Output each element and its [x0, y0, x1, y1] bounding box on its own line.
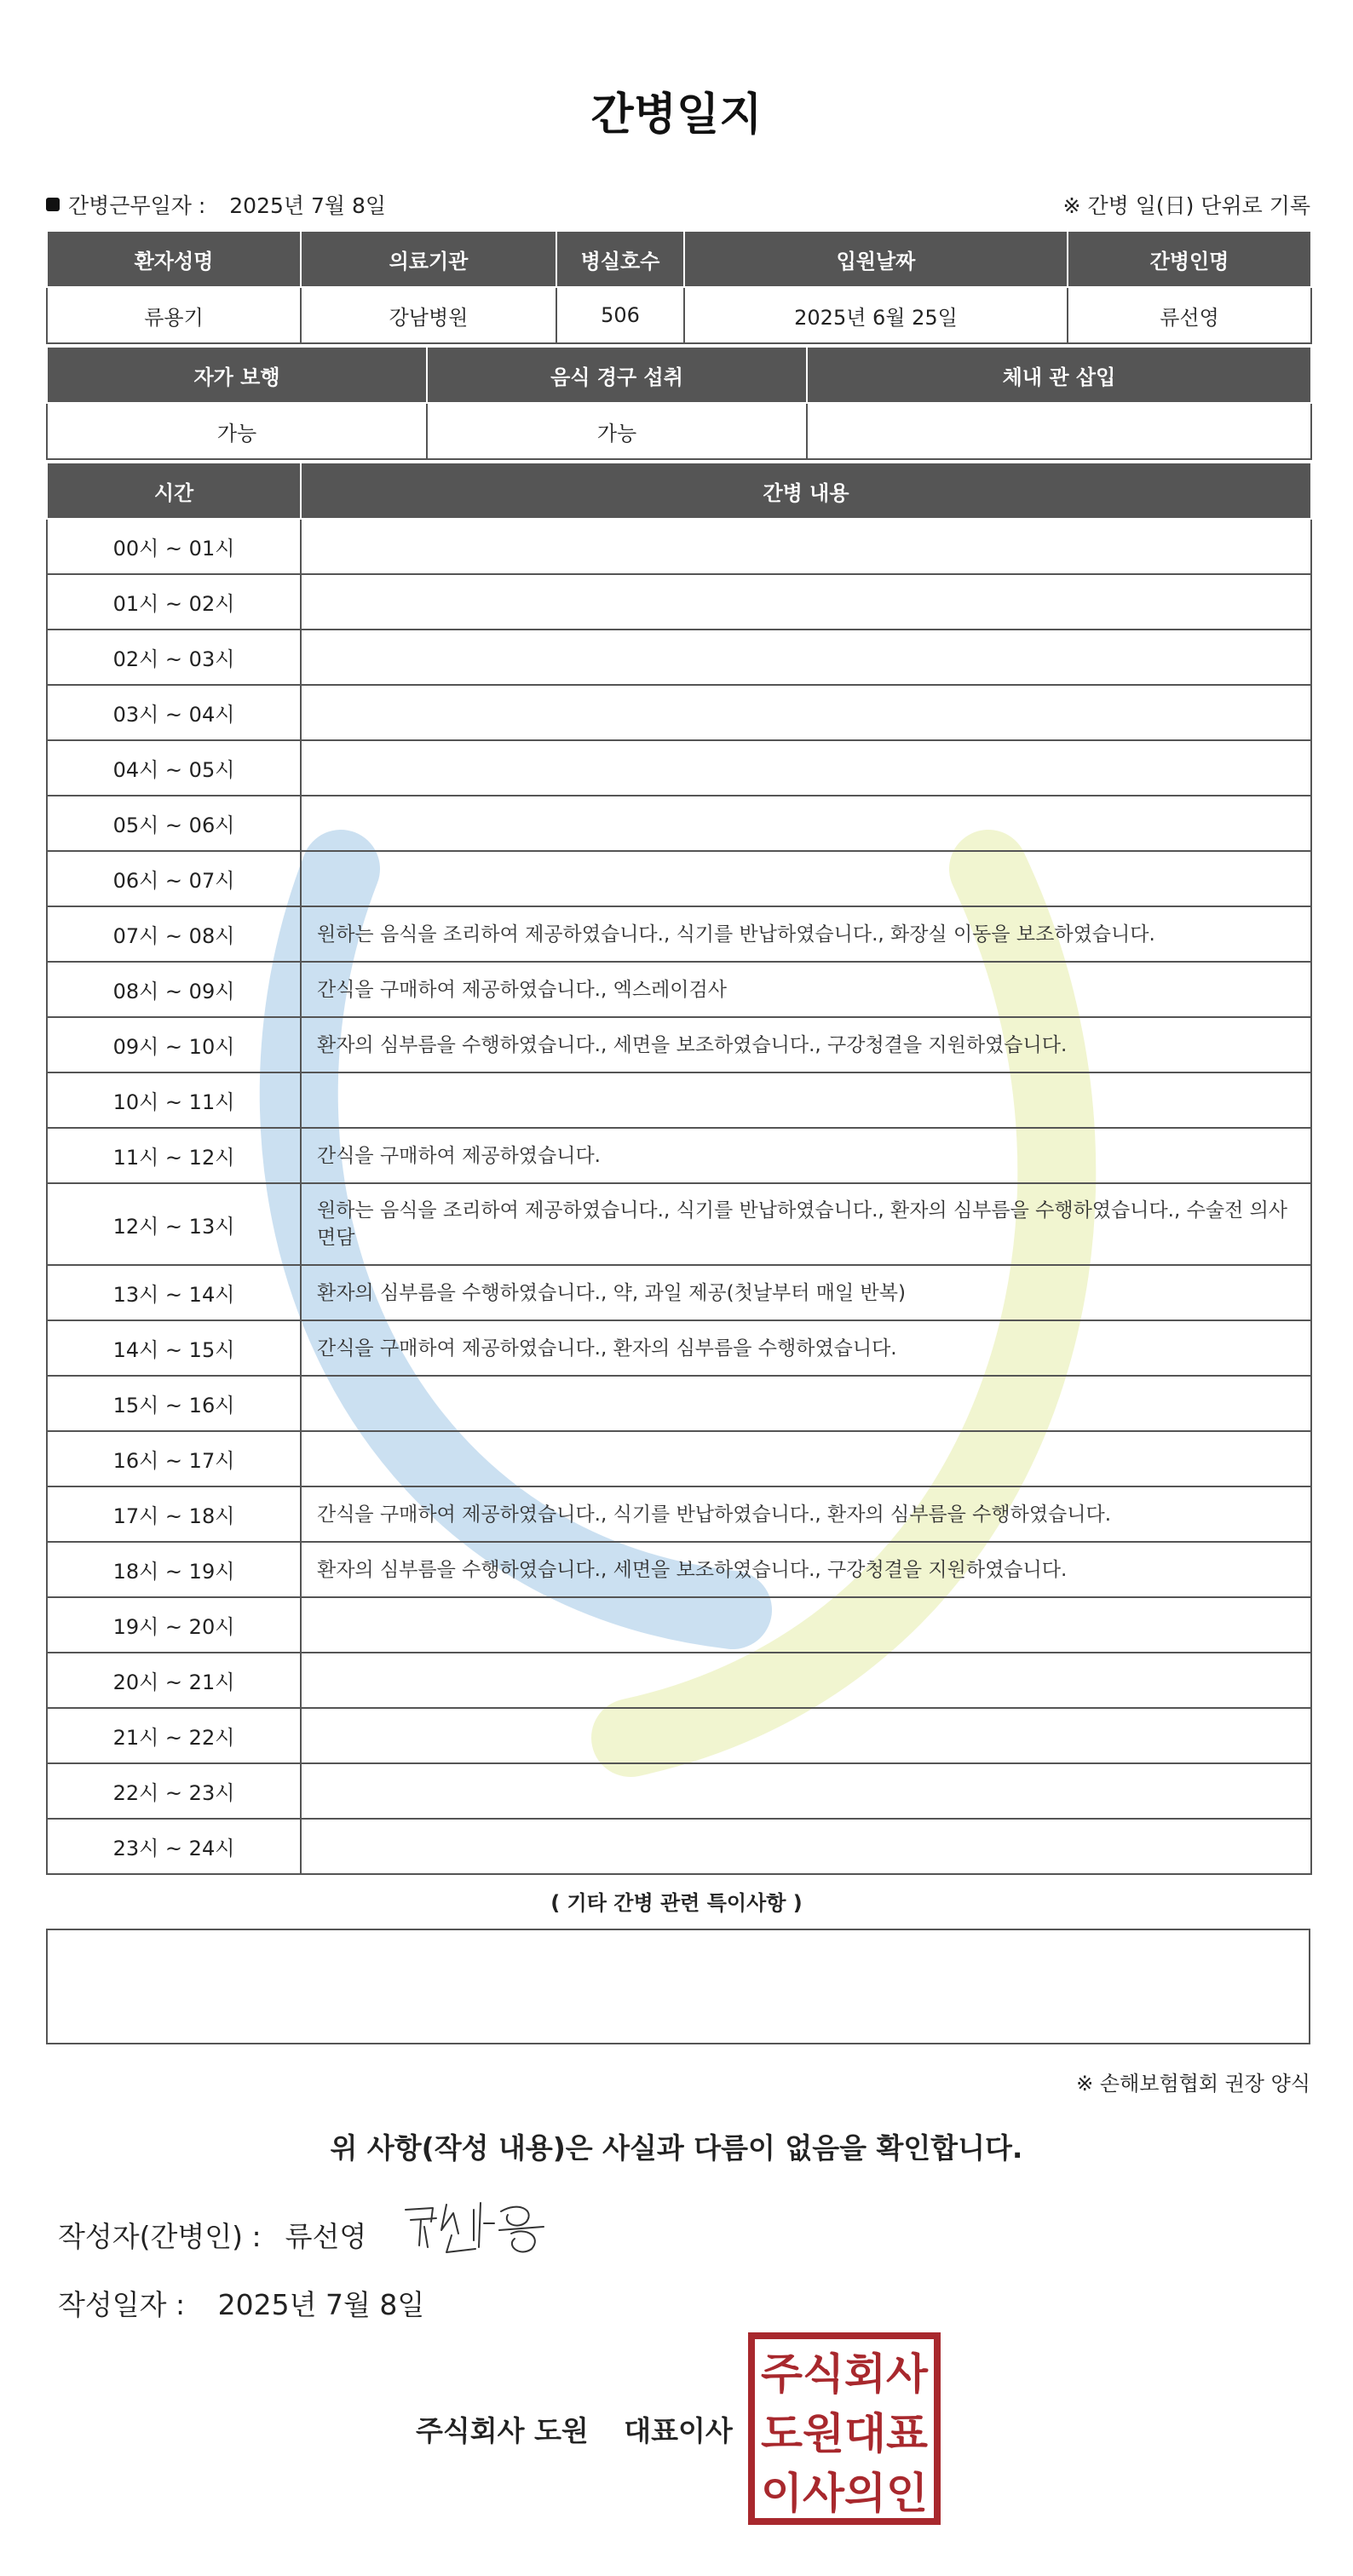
room-number-cell: 506 — [556, 287, 684, 343]
time-cell: 03시 ~ 04시 — [47, 685, 301, 740]
content-cell — [301, 851, 1311, 906]
company-name: 주식회사 도원 — [416, 2414, 589, 2447]
content-cell: 간식을 구매하여 제공하였습니다., 식기를 반납하였습니다., 환자의 심부름을 수행하였습니다. — [301, 1486, 1311, 1542]
table-row — [47, 630, 1311, 685]
time-cell: 22시 ~ 23시 — [47, 1763, 301, 1819]
written-date-line — [58, 2283, 424, 2323]
table-row — [47, 1431, 1311, 1486]
notes-title: ( 기타 간병 관련 특이사항 ) — [550, 1891, 803, 1915]
table-row — [47, 962, 1311, 1017]
time-cell: 06시 ~ 07시 — [47, 851, 301, 906]
time-cell: 00시 ~ 01시 — [47, 519, 301, 574]
header-time: 시간 — [47, 463, 301, 519]
recommended-form-note: ※ 손해보험협회 권장 양식 — [1076, 2072, 1310, 2096]
content-cell: 간식을 구매하여 제공하였습니다., 엑스레이검사 — [301, 962, 1311, 1017]
time-cell: 05시 ~ 06시 — [47, 796, 301, 851]
admission-date-cell: 2025년 6월 25일 — [684, 287, 1068, 343]
bullet-square-icon — [46, 198, 60, 211]
content-cell: 원하는 음식을 조리하여 제공하였습니다., 식기를 반납하였습니다., 환자의 심부름을 수행하였습니다., 수술전 의사면담 — [301, 1183, 1311, 1265]
oral-intake-cell: 가능 — [427, 403, 807, 459]
work-date-label: 간병근무일자 : — [68, 193, 206, 218]
content-cell — [301, 519, 1311, 574]
content-cell — [301, 685, 1311, 740]
care-log-table — [46, 462, 1312, 1875]
table-row — [47, 574, 1311, 630]
self-walking-cell: 가능 — [47, 403, 427, 459]
writer-name: 류선영 — [285, 2220, 367, 2253]
company-seal-stamp — [748, 2332, 941, 2525]
handwritten-signature — [399, 2193, 552, 2261]
company-signature-line — [416, 2409, 733, 2449]
table-row — [47, 1376, 1311, 1431]
time-cell: 16시 ~ 17시 — [47, 1431, 301, 1486]
patient-status-table — [46, 346, 1312, 460]
content-cell — [301, 1653, 1311, 1708]
table-row — [47, 1128, 1311, 1183]
header-tube-insertion: 체내 관 삽입 — [807, 347, 1311, 403]
time-cell: 01시 ~ 02시 — [47, 574, 301, 630]
table-row — [47, 851, 1311, 906]
content-cell — [301, 1708, 1311, 1763]
writer-label: 작성자(간병인) : — [58, 2220, 262, 2253]
table-row — [47, 519, 1311, 574]
header-hospital: 의료기관 — [301, 231, 556, 287]
time-cell: 13시 ~ 14시 — [47, 1265, 301, 1320]
content-cell — [301, 1597, 1311, 1653]
confirmation-statement: 위 사항(작성 내용)은 사실과 다름이 없음을 확인합니다. — [330, 2131, 1023, 2165]
seal-line-2: 도원대표 — [761, 2409, 929, 2458]
time-cell: 10시 ~ 11시 — [47, 1072, 301, 1128]
patient-name-cell: 류용기 — [47, 287, 301, 343]
seal-line-3: 이사의인 — [761, 2469, 928, 2518]
document-title: 간병일지 — [590, 89, 763, 141]
header-patient-name: 환자성명 — [47, 231, 301, 287]
table-row — [47, 1653, 1311, 1708]
work-date-value: 2025년 7월 8일 — [229, 193, 387, 218]
header-care-content: 간병 내용 — [301, 463, 1311, 519]
header-self-walking: 자가 보행 — [47, 347, 427, 403]
written-date-label: 작성일자 : — [58, 2288, 186, 2321]
table-row — [47, 1017, 1311, 1072]
header-caregiver-name: 간병인명 — [1068, 231, 1311, 287]
header-room-number: 병실호수 — [556, 231, 684, 287]
time-cell: 17시 ~ 18시 — [47, 1486, 301, 1542]
content-cell — [301, 1763, 1311, 1819]
header-admission-date: 입원날짜 — [684, 231, 1068, 287]
table-row — [47, 1819, 1311, 1874]
work-date-row — [46, 189, 1310, 216]
time-cell: 15시 ~ 16시 — [47, 1376, 301, 1431]
content-cell — [301, 1431, 1311, 1486]
time-cell: 12시 ~ 13시 — [47, 1183, 301, 1265]
table-row — [47, 1265, 1311, 1320]
daily-record-note: ※ 간병 일(日) 단위로 기록 — [1062, 193, 1310, 218]
written-date-value: 2025년 7월 8일 — [217, 2288, 425, 2321]
time-cell: 08시 ~ 09시 — [47, 962, 301, 1017]
time-cell: 07시 ~ 08시 — [47, 906, 301, 962]
tube-insertion-cell — [807, 403, 1311, 459]
content-cell: 원하는 음식을 조리하여 제공하였습니다., 식기를 반납하였습니다., 화장실 이동을 보조하였습니다. — [301, 906, 1311, 962]
table-row — [47, 685, 1311, 740]
caregiver-name-cell: 류선영 — [1068, 287, 1311, 343]
table-row — [47, 1542, 1311, 1597]
table-row — [47, 906, 1311, 962]
header-oral-intake: 음식 경구 섭취 — [427, 347, 807, 403]
representative-title: 대표이사 — [624, 2414, 733, 2447]
time-cell: 04시 ~ 05시 — [47, 740, 301, 796]
table-row — [47, 1320, 1311, 1376]
content-cell — [301, 796, 1311, 851]
table-row — [47, 1486, 1311, 1542]
time-cell: 23시 ~ 24시 — [47, 1819, 301, 1874]
content-cell — [301, 740, 1311, 796]
table-row — [47, 1708, 1311, 1763]
patient-info-table — [46, 230, 1312, 344]
notes-box — [46, 1929, 1310, 2044]
time-cell: 14시 ~ 15시 — [47, 1320, 301, 1376]
content-cell: 간식을 구매하여 제공하였습니다., 환자의 심부름을 수행하였습니다. — [301, 1320, 1311, 1376]
writer-line — [58, 2215, 366, 2255]
time-cell: 19시 ~ 20시 — [47, 1597, 301, 1653]
table-row — [47, 1183, 1311, 1265]
table-row — [47, 796, 1311, 851]
content-cell: 환자의 심부름을 수행하였습니다., 세면을 보조하였습니다., 구강청결을 지원하였습니다. — [301, 1542, 1311, 1597]
seal-line-1: 주식회사 — [761, 2349, 929, 2399]
time-cell: 20시 ~ 21시 — [47, 1653, 301, 1708]
time-cell: 09시 ~ 10시 — [47, 1017, 301, 1072]
table-row — [47, 740, 1311, 796]
content-cell — [301, 1072, 1311, 1128]
time-cell: 02시 ~ 03시 — [47, 630, 301, 685]
table-row — [47, 1597, 1311, 1653]
hospital-cell: 강남병원 — [301, 287, 556, 343]
table-row — [47, 1072, 1311, 1128]
content-cell: 간식을 구매하여 제공하였습니다. — [301, 1128, 1311, 1183]
time-cell: 18시 ~ 19시 — [47, 1542, 301, 1597]
content-cell — [301, 1376, 1311, 1431]
table-row — [47, 1763, 1311, 1819]
content-cell — [301, 1819, 1311, 1874]
content-cell — [301, 574, 1311, 630]
content-cell: 환자의 심부름을 수행하였습니다., 약, 과일 제공(첫날부터 매일 반복) — [301, 1265, 1311, 1320]
time-cell: 21시 ~ 22시 — [47, 1708, 301, 1763]
content-cell: 환자의 심부름을 수행하였습니다., 세면을 보조하였습니다., 구강청결을 지원하였습니다. — [301, 1017, 1311, 1072]
time-cell: 11시 ~ 12시 — [47, 1128, 301, 1183]
content-cell — [301, 630, 1311, 685]
